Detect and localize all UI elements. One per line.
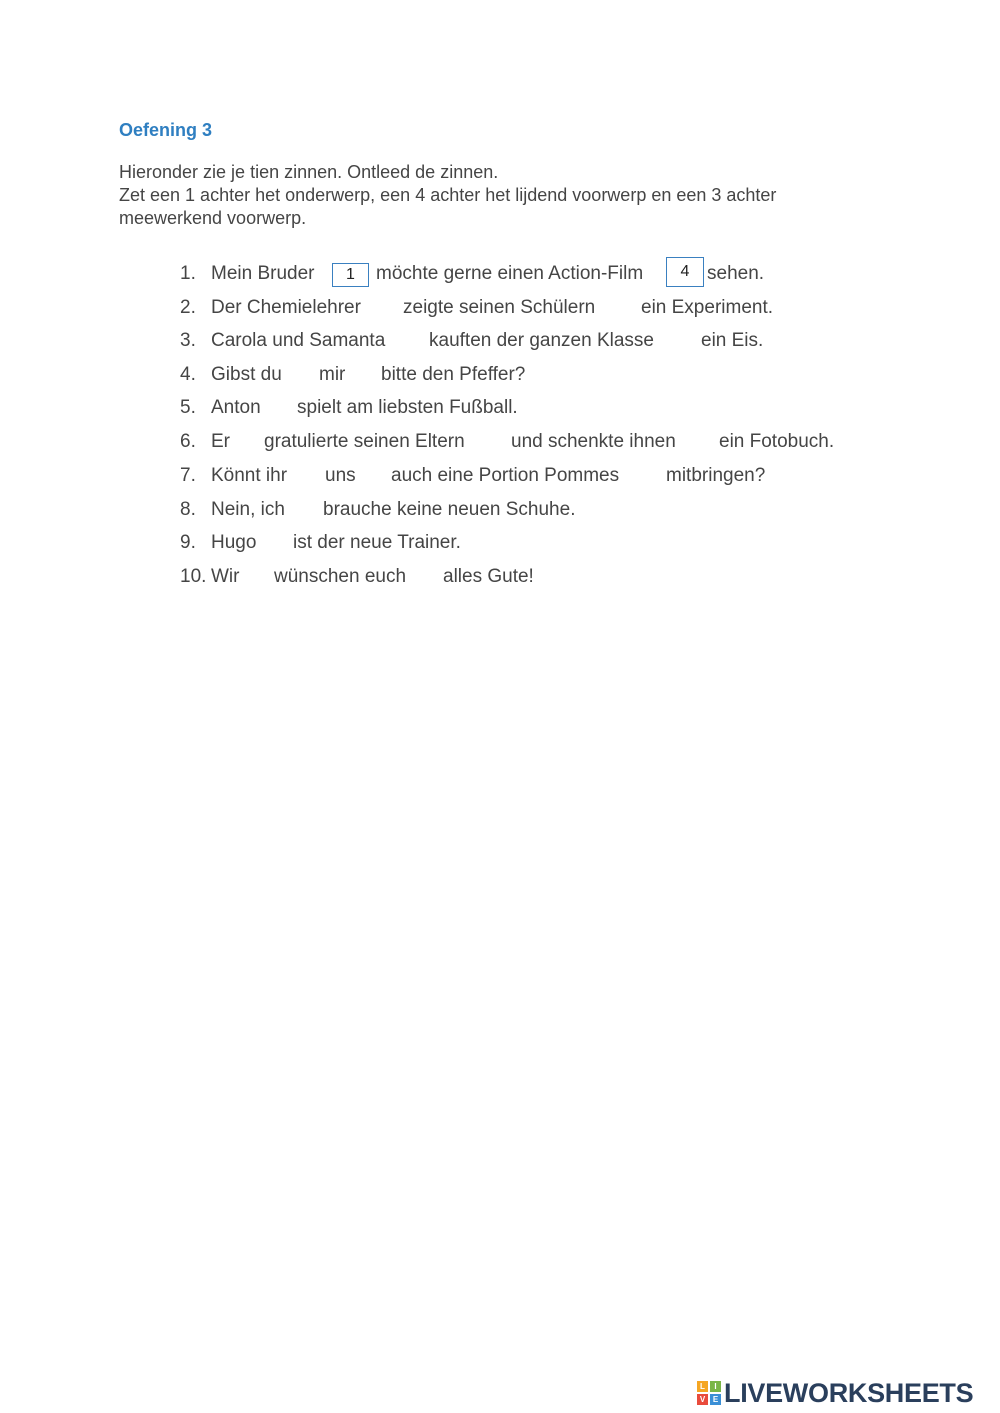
sentence-part: brauche keine neuen Schuhe. bbox=[323, 499, 576, 520]
sentence-number: 8. bbox=[180, 499, 196, 520]
sentence-part: uns bbox=[325, 465, 356, 486]
instruction-line: Hieronder zie je tien zinnen. Ontleed de zinnen. bbox=[119, 162, 499, 182]
sentence-part: bitte den Pfeffer? bbox=[381, 364, 526, 385]
sentence-number: 2. bbox=[180, 297, 196, 318]
logo-letter: L bbox=[697, 1381, 708, 1392]
sentence-part: Der Chemielehrer bbox=[211, 297, 361, 318]
answer-field[interactable] bbox=[332, 263, 369, 287]
logo-letter: I bbox=[710, 1381, 721, 1392]
sentence-part: ein Eis. bbox=[701, 330, 764, 351]
sentence-part: spielt am liebsten Fußball. bbox=[297, 397, 518, 418]
logo-text: LIVEWORKSHEETS bbox=[724, 1377, 974, 1408]
sentence-part: zeigte seinen Schülern bbox=[403, 297, 596, 318]
logo-mark-icon bbox=[697, 1381, 721, 1405]
exercise-title: Oefening 3 bbox=[119, 120, 213, 140]
sentence-number: 4. bbox=[180, 364, 196, 385]
instructions bbox=[119, 161, 899, 230]
sentence-part: gratulierte seinen Eltern bbox=[264, 431, 465, 452]
sentence-part: ist der neue Trainer. bbox=[293, 532, 461, 553]
sentence-part: kauften der ganzen Klasse bbox=[429, 330, 654, 351]
liveworksheets-logo bbox=[697, 1378, 973, 1408]
sentence-part: sehen. bbox=[707, 263, 765, 284]
sentence-part: Gibst du bbox=[211, 364, 282, 385]
sentence-number: 1. bbox=[180, 263, 196, 284]
sentence-number: 9. bbox=[180, 532, 196, 553]
sentence-part: auch eine Portion Pommes bbox=[391, 465, 620, 486]
instruction-line: meewerkend voorwerp. bbox=[119, 208, 307, 228]
sentence-part: Hugo bbox=[211, 532, 257, 553]
sentence-part: ein Fotobuch. bbox=[719, 431, 835, 452]
sentence-part: und schenkte ihnen bbox=[511, 431, 676, 452]
sentence-part: alles Gute! bbox=[443, 566, 534, 587]
sentence-part: ein Experiment. bbox=[641, 297, 774, 318]
sentence-number: 6. bbox=[180, 431, 196, 452]
sentence-number: 5. bbox=[180, 397, 196, 418]
sentence-part: Könnt ihr bbox=[211, 465, 288, 486]
sentence-part: mir bbox=[319, 364, 346, 385]
logo-letter: V bbox=[697, 1394, 708, 1405]
sentence-number: 10. bbox=[180, 566, 207, 587]
sentence-part: wünschen euch bbox=[274, 566, 407, 587]
sentence-part: Wir bbox=[211, 566, 240, 587]
logo-letter: E bbox=[710, 1394, 721, 1405]
sentence-part: Er bbox=[211, 431, 230, 452]
instruction-line: Zet een 1 achter het onderwerp, een 4 achter het lijdend voorwerp en een 3 achter bbox=[119, 185, 777, 205]
sentence-part: Nein, ich bbox=[211, 499, 285, 520]
sentence-part: mitbringen? bbox=[666, 465, 766, 486]
answer-field[interactable] bbox=[666, 257, 704, 287]
sentence-part: Carola und Samanta bbox=[211, 330, 386, 351]
sentence-number: 3. bbox=[180, 330, 196, 351]
sentence-number: 7. bbox=[180, 465, 196, 486]
sentence-part: Anton bbox=[211, 397, 261, 418]
sentence-part: möchte gerne einen Action-Film bbox=[376, 263, 644, 284]
sentence-part: Mein Bruder bbox=[211, 263, 315, 284]
